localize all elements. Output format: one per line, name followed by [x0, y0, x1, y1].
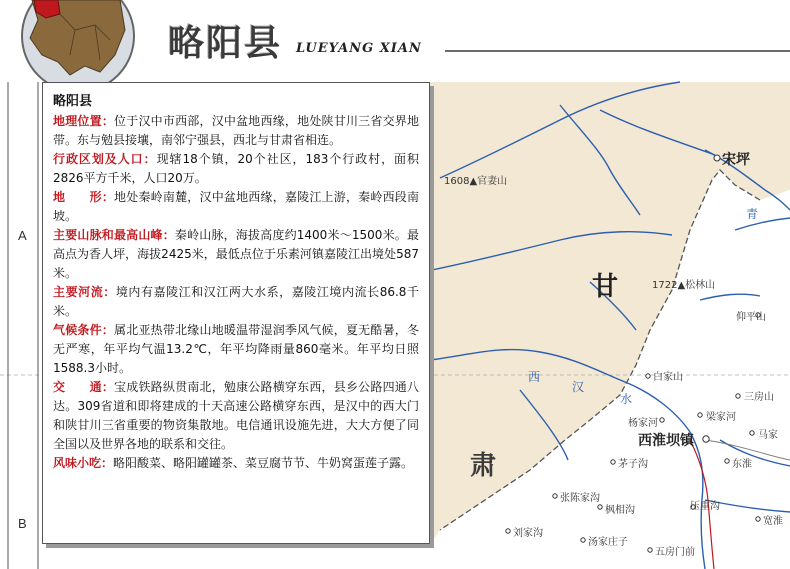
- grid-label-a: A: [18, 228, 27, 243]
- section-text: 略阳酸菜、略阳罐罐茶、菜豆腐节节、牛奶窝蛋莲子露。: [113, 456, 414, 470]
- info-section-climate: [53, 321, 419, 378]
- river-label: 西: [528, 370, 541, 384]
- village-label: 五房门前: [655, 547, 695, 558]
- village-label: 张陈家沟: [560, 493, 600, 504]
- village-label: 马家: [758, 430, 778, 441]
- village-label: 压重沟: [690, 501, 720, 512]
- section-text: 境内有嘉陵江和汉江两大水系，嘉陵江境内流长86.8千米。: [53, 285, 419, 318]
- section-label: 气候条件 ：: [53, 323, 114, 337]
- info-section-transport: [53, 378, 419, 454]
- peak-label: 1608▲官妻山: [444, 176, 508, 187]
- peak-label: 1722▲松林山: [652, 280, 716, 291]
- section-text: 现辖18个镇，20个社区，183个行政村，面积2826平方千米，人口20万。: [53, 152, 419, 185]
- town-label: 西淮坝镇: [638, 433, 694, 449]
- village-label: 仰平山: [736, 312, 766, 323]
- section-text: 位于汉中市西部，汉中盆地西缘，地处陕甘川三省交界地带。东与勉县接壤，南邻宁强县，西北与甘肃省相连。: [53, 114, 419, 147]
- section-label: 行政区划及人口 ：: [53, 152, 157, 166]
- river-label: 汉: [572, 380, 585, 394]
- info-section-mountains: [53, 226, 419, 283]
- village-label: 杨家河: [628, 418, 658, 429]
- province-label: 甘: [592, 272, 619, 302]
- town-label: 宋坪: [722, 152, 750, 168]
- village-label: 三房山: [744, 392, 774, 403]
- info-section-rivers: [53, 283, 419, 321]
- river-label: 水: [620, 392, 633, 406]
- info-section-location: [53, 112, 419, 150]
- village-label: 东淮: [732, 459, 752, 470]
- village-label: 宽淮: [763, 516, 783, 527]
- village-label: 茅子沟: [618, 459, 648, 470]
- section-label: 地理位置 ：: [53, 114, 114, 128]
- grid-label-b: B: [18, 516, 27, 531]
- section-label: 风味小吃 ：: [53, 456, 113, 470]
- section-label: 地 形 ：: [53, 190, 114, 204]
- info-section-terrain: [53, 188, 419, 226]
- header-rule: [445, 50, 790, 52]
- info-title: 略阳县: [53, 94, 93, 109]
- province-label: 肃: [470, 451, 497, 481]
- section-label: 主要山脉和最高山峰 ：: [53, 228, 175, 242]
- info-section-administration: [53, 150, 419, 188]
- section-text: 属北亚热带北缘山地暖温带湿润季风气候，夏无酷暑，冬无严寒，年平均气温13.2℃，年平均降雨量860毫米。年平均日照1588.3小时。: [53, 323, 419, 375]
- village-label: 梁家河: [706, 412, 736, 423]
- village-label: 刘家沟: [513, 528, 543, 539]
- village-label: 汤家庄子: [588, 537, 628, 548]
- section-text: 秦岭山脉，海拔高度约1400米～1500米。最高点为香人坪，海拔2425米，最低点位于乐素河镇嘉陵江出境处587米。: [53, 228, 419, 280]
- section-text: 地处秦岭南麓，汉中盆地西缘，嘉陵江上游，秦岭西段南坡。: [53, 190, 419, 223]
- inset-locator: [22, 0, 134, 92]
- river-label: 青: [746, 207, 759, 221]
- village-label: 白家山: [653, 372, 683, 383]
- section-text: 宝成铁路纵贯南北，勉康公路横穿东西，县乡公路四通八达。309省道和即将建成的十天高速公路横穿东西，是汉中的西大门和陕甘川三省重要的物资集散地。电信通讯设施先进，大大方便了同全国以及世界各地的联系和交往。: [53, 380, 419, 451]
- page-title-pinyin: LUEYANG XIAN: [296, 41, 422, 56]
- section-label: 交 通 ：: [53, 380, 114, 394]
- info-panel: [42, 82, 430, 544]
- section-label: 主要河流 ：: [53, 285, 116, 299]
- page-title: 略阳县: [168, 22, 283, 64]
- info-section-snacks: [53, 454, 419, 473]
- village-label: 枫相沟: [605, 505, 635, 516]
